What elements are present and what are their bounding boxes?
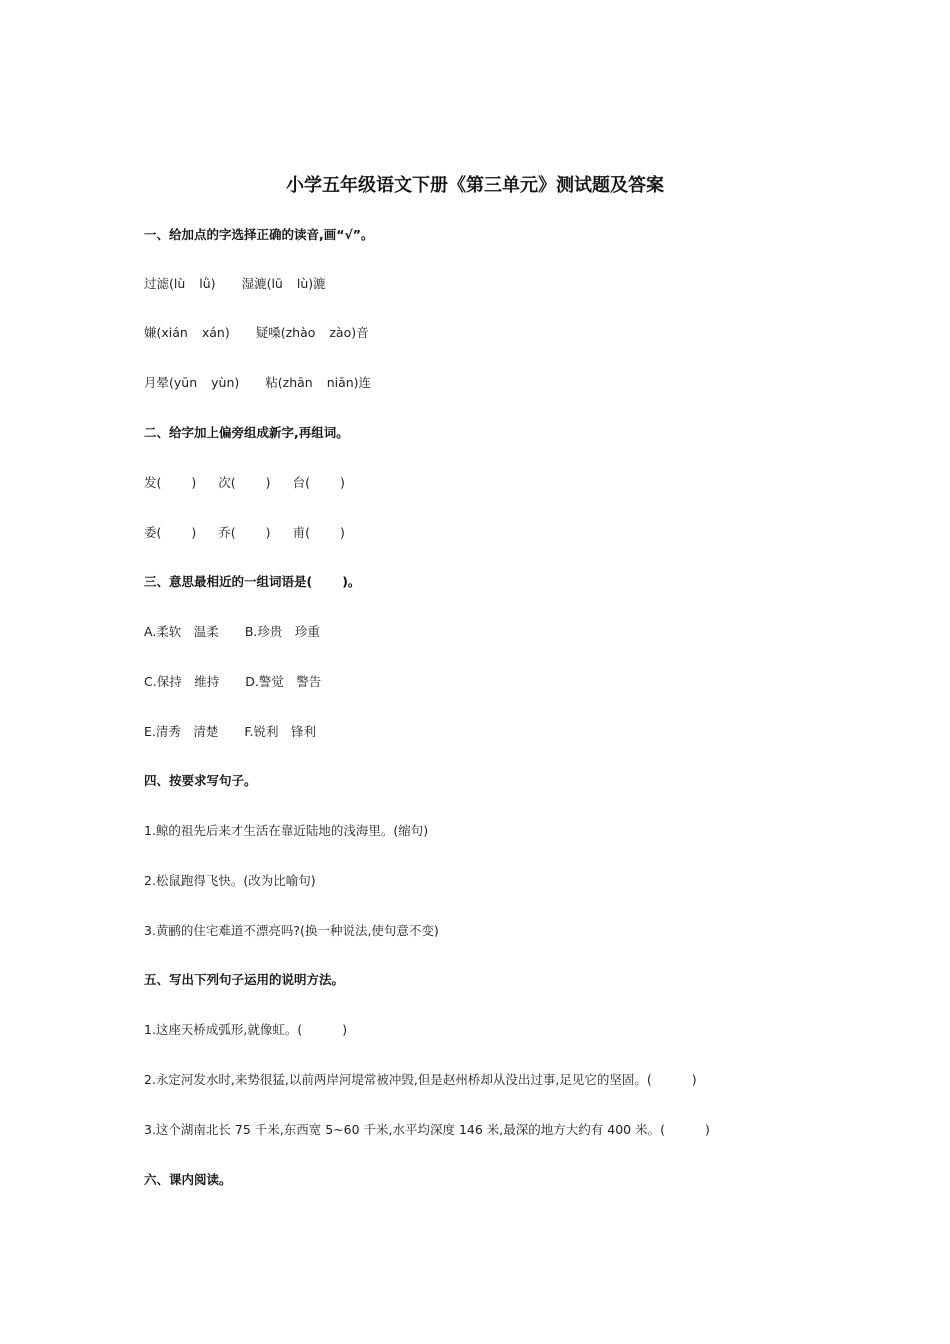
section-3-heading: 三、意思最相近的一组词语是( )。 <box>144 574 361 589</box>
radical-blank: 台( ) <box>292 475 345 490</box>
section-1-row-2 <box>144 324 369 342</box>
section-1-heading: 一、给加点的字选择正确的读音,画“√”。 <box>144 227 374 242</box>
option-item: B.珍贵 珍重 <box>244 624 320 639</box>
radical-blank: 委( ) <box>144 525 197 540</box>
pinyin-choice: 粘(zhān niān)连 <box>265 375 372 390</box>
radical-blank: 甫( ) <box>292 525 345 540</box>
section-4-heading: 四、按要求写句子。 <box>144 773 257 788</box>
radical-blank: 乔( ) <box>218 525 271 540</box>
radical-blank: 次( ) <box>218 475 271 490</box>
section-3-row-2 <box>144 673 321 691</box>
page-title: 小学五年级语文下册《第三单元》测试题及答案 <box>286 175 664 196</box>
pinyin-choice: 疑嗓(zhào zào)音 <box>255 325 369 340</box>
section-4-item-3: 3.黄鹂的住宅难道不漂亮吗?(换一种说法,使句意不变) <box>144 923 439 938</box>
section-2-row-1 <box>144 474 345 492</box>
section-6-heading: 六、课内阅读。 <box>144 1172 232 1187</box>
section-1-row-3 <box>144 374 371 392</box>
section-1-row-1 <box>144 275 326 293</box>
section-4-item-1: 1.鲸的祖先后来才生活在靠近陆地的浅海里。(缩句) <box>144 823 429 838</box>
pinyin-choice: 湿漉(lū lù)漉 <box>241 276 326 291</box>
section-4-item-2: 2.松鼠跑得飞快。(改为比喻句) <box>144 873 316 888</box>
option-item: F.锐利 锋利 <box>244 724 317 739</box>
section-5-item-2: 2.永定河发水时,来势很猛,以前两岸河堤常被冲毁,但是赵州桥却从没出过事,足见它的坚固。( ) <box>144 1072 697 1087</box>
section-5-item-3: 3.这个湖南北长 75 千米,东西宽 5~60 千米,水平均深度 146 米,最深的地方大约有 400 米。( ) <box>144 1122 710 1137</box>
section-2-heading: 二、给字加上偏旁组成新字,再组词。 <box>144 425 349 440</box>
section-3-row-3 <box>144 723 316 741</box>
pinyin-choice: 嫌(xián xán) <box>144 325 230 340</box>
section-5-heading: 五、写出下列句子运用的说明方法。 <box>144 972 345 987</box>
section-3-row-1 <box>144 623 320 641</box>
option-item: E.清秀 清楚 <box>144 724 219 739</box>
section-5-item-1: 1.这座天桥成弧形,就像虹。( ) <box>144 1022 348 1037</box>
section-2-row-2 <box>144 524 345 542</box>
radical-blank: 发( ) <box>144 475 197 490</box>
option-item: C.保持 维持 <box>144 674 220 689</box>
pinyin-choice: 月晕(yūn yùn) <box>144 375 240 390</box>
option-item: D.警觉 警告 <box>245 674 322 689</box>
option-item: A.柔软 温柔 <box>144 624 219 639</box>
pinyin-choice: 过滤(lù lǜ) <box>144 276 216 291</box>
